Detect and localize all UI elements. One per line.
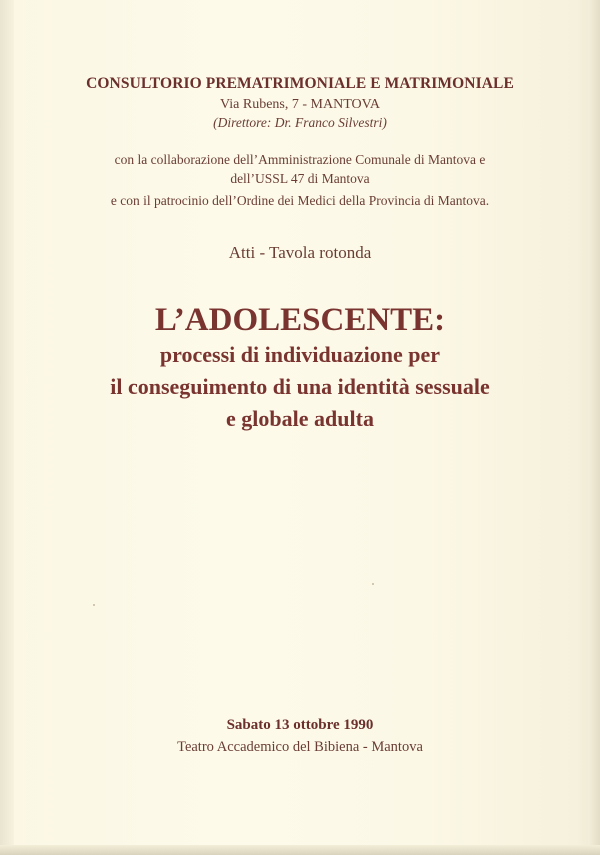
- collaboration-line-1: con la collaborazione dell’Amministrazione Comunale di Mantova e: [114, 152, 486, 167]
- organization-address: Via Rubens, 7 - MANTOVA: [219, 97, 381, 112]
- event-venue: Teatro Accademico del Bibiena - Mantova: [177, 739, 423, 755]
- paper-speck: [93, 604, 95, 606]
- title-subline-3: e globale adulta: [226, 406, 374, 431]
- event-type: Atti - Tavola rotonda: [228, 243, 372, 262]
- organization-name: CONSULTORIO PREMATRIMONIALE E MATRIMONIALE: [86, 75, 514, 92]
- patronage-line: e con il patrocinio dell’Ordine dei Medici della Provincia di Mantova.: [110, 193, 490, 208]
- bottom-page-edge: [0, 845, 600, 855]
- paper-speck: [372, 583, 374, 585]
- event-date: Sabato 13 ottobre 1990: [226, 717, 374, 733]
- director-line: (Direttore: Dr. Franco Silvestri): [213, 115, 387, 130]
- title-subline-2: il conseguimento di una identità sessuale: [110, 374, 490, 399]
- main-title: L’ADOLESCENTE:: [154, 302, 446, 338]
- title-subline-1: processi di individuazione per: [159, 342, 441, 367]
- collaboration-line-2: dell’USSL 47 di Mantova: [230, 171, 370, 186]
